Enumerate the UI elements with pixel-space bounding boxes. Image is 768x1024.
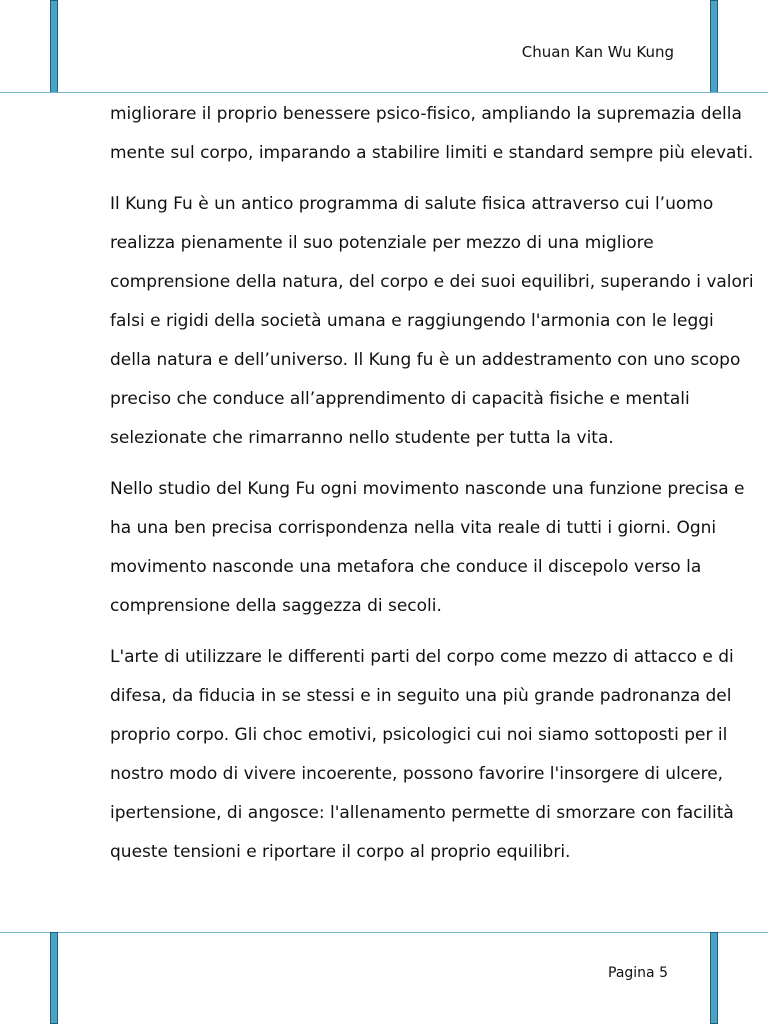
text-line: selezionate che rimarranno nello studente per tutta la vita.: [110, 428, 614, 448]
text-line: movimento nasconde una metafora che conduce il discepolo verso la: [110, 557, 702, 577]
page-number: Pagina 5: [608, 965, 668, 981]
paragraph: [110, 643, 768, 877]
text-line: L'arte di utilizzare le differenti parti del corpo come mezzo di attacco e di: [110, 647, 734, 667]
text-line: ha una ben precisa corrispondenza nella vita reale di tutti i giorni. Ogni: [110, 518, 717, 538]
text-line: preciso che conduce all’apprendimento di capacità fisiche e mentali: [110, 389, 690, 409]
text-line: falsi e rigidi della società umana e raggiungendo l'armonia con le leggi: [110, 311, 714, 331]
text-line: Il Kung Fu è un antico programma di salute fisica attraverso cui l’uomo: [110, 194, 714, 214]
text-line: difesa, da fiducia in se stessi e in seguito una più grande padronanza del: [110, 686, 732, 706]
text-line: migliorare il proprio benessere psico-fisico, ampliando la supremazia della: [110, 104, 742, 124]
text-line: mente sul corpo, imparando a stabilire limiti e standard sempre più elevati.: [110, 143, 754, 163]
text-line: comprensione della saggezza di secoli.: [110, 596, 442, 616]
text-line: proprio corpo. Gli choc emotivi, psicologici cui noi siamo sottoposti per il: [110, 725, 728, 745]
text-line: Nello studio del Kung Fu ogni movimento nasconde una funzione precisa e: [110, 479, 745, 499]
header-rule: [0, 92, 768, 93]
footer-left-bar: [50, 932, 58, 1024]
paragraph: [110, 100, 768, 178]
text-line: della natura e dell’universo. Il Kung fu è un addestramento con uno scopo: [110, 350, 741, 370]
text-line: ipertensione, di angosce: l'allenamento permette di smorzare con facilità: [110, 803, 734, 823]
footer-right-bar: [710, 932, 718, 1024]
text-line: realizza pienamente il suo potenziale per mezzo di una migliore: [110, 233, 654, 253]
text-line: nostro modo di vivere incoerente, possono favorire l'insorgere di ulcere,: [110, 764, 724, 784]
page-body: [110, 100, 768, 880]
header-left-bar: [50, 0, 58, 93]
header-right-bar: [710, 0, 718, 93]
text-line: queste tensioni e riportare il corpo al proprio equilibri.: [110, 842, 571, 862]
paragraph: [110, 475, 768, 631]
paragraph: [110, 190, 768, 463]
footer-rule: [0, 932, 768, 933]
header-title: Chuan Kan Wu Kung: [521, 43, 674, 61]
text-line: comprensione della natura, del corpo e dei suoi equilibri, superando i valori: [110, 272, 754, 292]
